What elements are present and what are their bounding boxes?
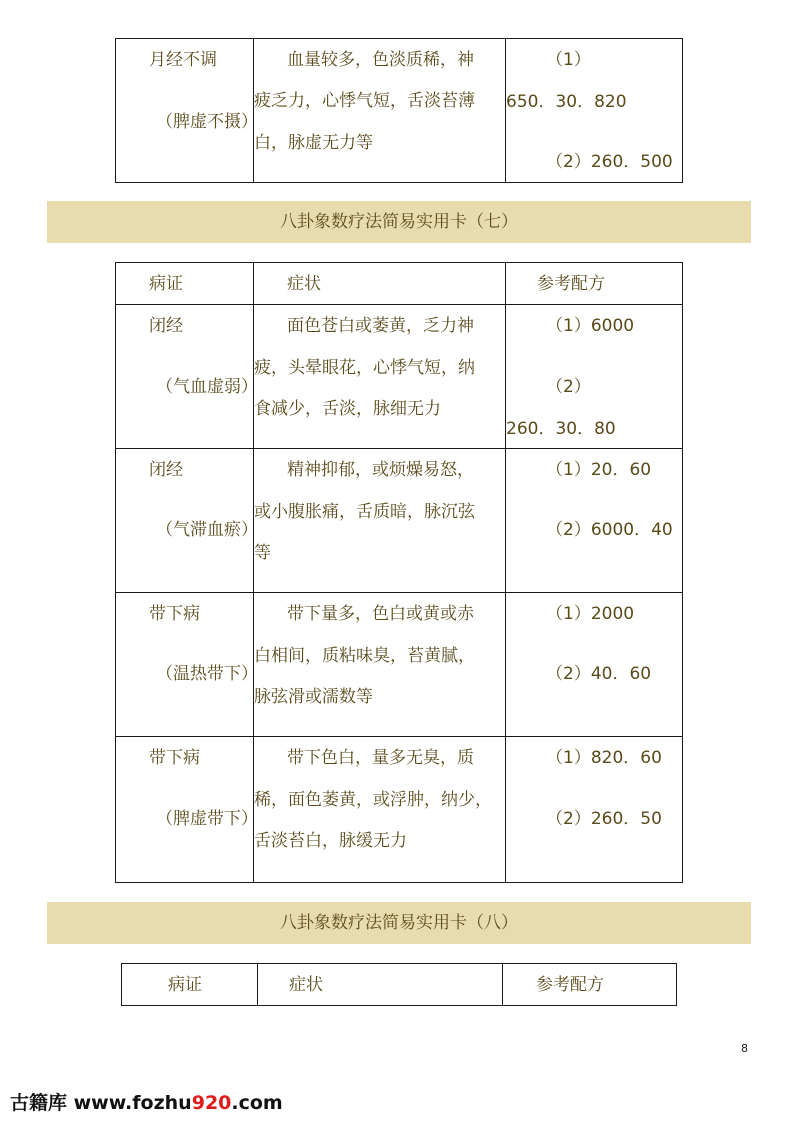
syndrome-name: 闭经	[149, 460, 183, 480]
formula-line: 260．30．80	[506, 419, 616, 439]
syndrome-type: （脾虚不摄）	[156, 112, 258, 132]
syndrome-name: 带下病	[149, 748, 200, 768]
formula-line: （1）	[546, 50, 591, 70]
header-symptoms: 症状	[289, 975, 323, 995]
symptoms-line: 白，脉虚无力等	[254, 133, 373, 153]
formula-line: （1）2000	[546, 604, 635, 624]
watermark-suffix: .com	[231, 1092, 283, 1114]
watermark-highlight: 920	[191, 1092, 232, 1114]
symptoms-line: 疲，头晕眼花，心悸气短，纳	[254, 358, 475, 378]
symptoms-line: 面色苍白或萎黄，乏力神	[287, 316, 474, 336]
table-row	[116, 305, 683, 449]
syndrome-name: 闭经	[149, 316, 183, 336]
symptoms-line: 脉弦滑或濡数等	[254, 687, 373, 707]
table-continuation	[115, 38, 683, 183]
formula-line: （2）6000．40	[546, 520, 673, 540]
symptoms-line: 疲乏力，心悸气短，舌淡苔薄	[254, 91, 475, 111]
syndrome-type: （温热带下）	[156, 664, 258, 684]
page-number: 8	[741, 1042, 748, 1055]
table-header-row	[122, 964, 677, 1006]
table-row	[116, 39, 683, 183]
symptoms-line: 舌淡苔白，脉缓无力	[254, 831, 407, 851]
symptoms-line: 白相间，质粘味臭，苔黄腻，	[254, 646, 475, 666]
formula-line: （1）20．60	[546, 460, 652, 480]
table-eight	[121, 963, 677, 1006]
table-row	[116, 737, 683, 883]
table-row	[116, 449, 683, 593]
symptoms-line: 稀，面色萎黄，或浮肿，纳少，	[254, 790, 492, 810]
syndrome-name: 带下病	[149, 604, 200, 624]
section-title-eight: 八卦象数疗法简易实用卡（八）	[47, 902, 751, 944]
header-syndrome: 病证	[149, 274, 183, 294]
section-title-seven: 八卦象数疗法简易实用卡（七）	[47, 201, 751, 243]
formula-line: （2）40．60	[546, 664, 652, 684]
syndrome-type: （脾虚带下）	[156, 809, 258, 829]
symptoms-line: 血量较多，色淡质稀，神	[287, 50, 474, 70]
header-formula: 参考配方	[536, 975, 604, 995]
header-symptoms: 症状	[287, 274, 321, 294]
syndrome-type: （气血虚弱）	[156, 377, 258, 397]
symptoms-line: 食减少，舌淡，脉细无力	[254, 399, 441, 419]
formula-line: （2）260．500	[546, 152, 673, 172]
symptoms-line: 或小腹胀痛，舌质暗，脉沉弦	[254, 502, 475, 522]
symptoms-line: 带下色白，量多无臭，质	[287, 748, 474, 768]
table-header-row	[116, 263, 683, 305]
table-seven	[115, 262, 683, 883]
site-watermark	[10, 1088, 283, 1115]
formula-line: （2）260．50	[546, 809, 662, 829]
watermark-prefix: 古籍库 www.fozhu	[10, 1092, 192, 1114]
table-row	[116, 593, 683, 737]
formula-line: （2）	[546, 377, 591, 397]
syndrome-type: （气滞血瘀）	[156, 520, 258, 540]
header-formula: 参考配方	[537, 274, 605, 294]
formula-line: 650．30．820	[506, 92, 627, 112]
symptoms-line: 等	[254, 543, 271, 563]
formula-line: （1）820．60	[546, 748, 662, 768]
symptoms-line: 带下量多，色白或黄或赤	[287, 604, 474, 624]
formula-line: （1）6000	[546, 316, 635, 336]
syndrome-name: 月经不调	[149, 50, 217, 70]
header-syndrome: 病证	[168, 975, 202, 995]
symptoms-line: 精神抑郁，或烦燥易怒，	[287, 460, 474, 480]
